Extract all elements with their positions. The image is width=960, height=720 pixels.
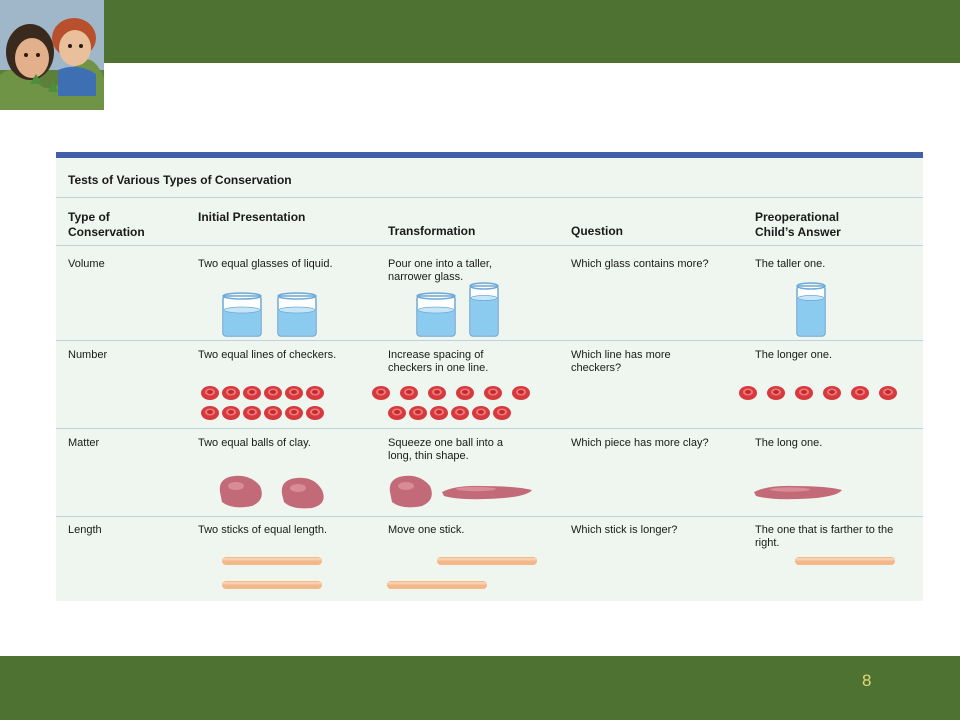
row-number-answer: The longer one.	[755, 349, 833, 361]
children-photo	[0, 0, 104, 110]
row-matter-type: Matter	[68, 437, 100, 449]
header-transformation: Transformation	[388, 224, 476, 238]
row-matter-question: Which piece has more clay?	[571, 437, 709, 449]
checker-icon	[198, 384, 328, 424]
row-length-transformation: Move one stick.	[388, 524, 465, 536]
glass-icon	[412, 280, 507, 340]
row-number-type: Number	[68, 349, 108, 361]
row-matter-initial: Two equal balls of clay.	[198, 437, 311, 449]
header-answer: Preoperational Child’s Answer	[755, 210, 841, 239]
divider	[56, 245, 923, 246]
glass-icon	[792, 280, 832, 340]
row-number-question: Which line has more checkers?	[571, 349, 671, 374]
checker-icon	[370, 384, 536, 424]
table-top-rule	[56, 152, 923, 158]
header-type: Type of Conservation	[68, 210, 145, 239]
page-number: 8	[862, 671, 872, 690]
conservation-table	[56, 152, 923, 601]
footer-bar	[0, 656, 960, 720]
divider	[56, 340, 923, 341]
checker-icon	[737, 384, 903, 404]
header-question: Question	[571, 224, 624, 238]
header-initial: Initial Presentation	[198, 210, 306, 224]
row-volume-transformation: Pour one into a taller, narrower glass.	[388, 258, 492, 283]
row-volume-answer: The taller one.	[755, 258, 826, 270]
clay-icon	[386, 472, 534, 510]
row-length-initial: Two sticks of equal length.	[198, 524, 328, 536]
row-number-transformation: Increase spacing of checkers in one line.	[388, 349, 489, 374]
clay-icon	[216, 472, 331, 510]
divider	[56, 428, 923, 429]
table-title: Tests of Various Types of Conservation	[68, 173, 292, 187]
row-volume-initial: Two equal glasses of liquid.	[198, 258, 333, 270]
header-bar	[0, 0, 960, 63]
row-matter-answer: The long one.	[755, 437, 823, 449]
glass-icon	[216, 290, 326, 340]
row-matter-transformation: Squeeze one ball into a long, thin shape.	[388, 437, 503, 462]
row-length-type: Length	[68, 524, 102, 536]
row-length-question: Which stick is longer?	[571, 524, 678, 536]
row-volume-question: Which glass contains more?	[571, 258, 709, 270]
stick-icon	[221, 555, 323, 591]
stick-icon	[386, 555, 538, 591]
stick-icon	[794, 555, 896, 567]
row-length-answer: The one that is farther to the right.	[755, 524, 894, 549]
divider	[56, 197, 923, 198]
divider	[56, 516, 923, 517]
row-number-initial: Two equal lines of checkers.	[198, 349, 337, 361]
clay-icon	[752, 482, 844, 502]
row-volume-type: Volume	[68, 258, 105, 270]
